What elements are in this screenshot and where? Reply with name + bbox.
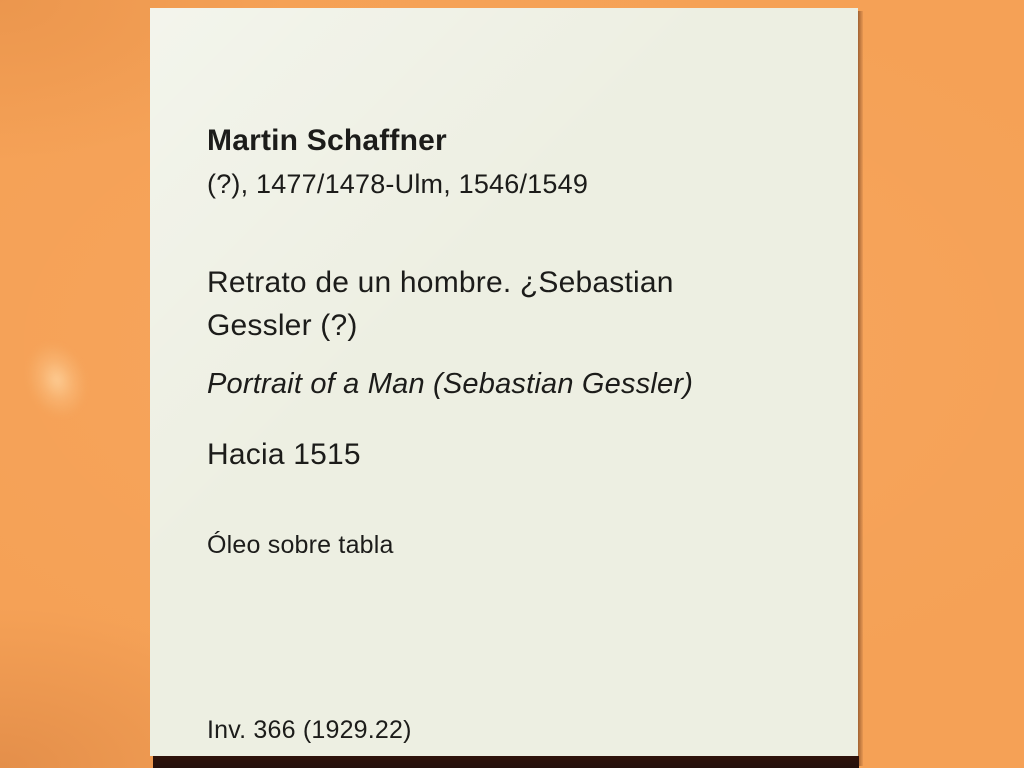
work-medium: Óleo sobre tabla bbox=[207, 531, 394, 559]
card-shadow-right bbox=[858, 11, 863, 766]
inventory-number: Inv. 366 (1929.22) bbox=[207, 716, 412, 744]
artist-name: Martin Schaffner bbox=[207, 124, 447, 157]
wall-scuff-mark bbox=[17, 334, 97, 425]
museum-label-card bbox=[150, 8, 858, 756]
work-title-spanish-line2: Gessler (?) bbox=[207, 309, 358, 342]
artist-life-dates: (?), 1477/1478-Ulm, 1546/1549 bbox=[207, 169, 589, 199]
work-title-spanish-line1: Retrato de un hombre. ¿Sebastian bbox=[207, 266, 674, 299]
work-date: Hacia 1515 bbox=[207, 438, 361, 471]
work-title-english: Portrait of a Man (Sebastian Gessler) bbox=[207, 368, 694, 400]
card-shadow-bottom bbox=[153, 756, 859, 768]
